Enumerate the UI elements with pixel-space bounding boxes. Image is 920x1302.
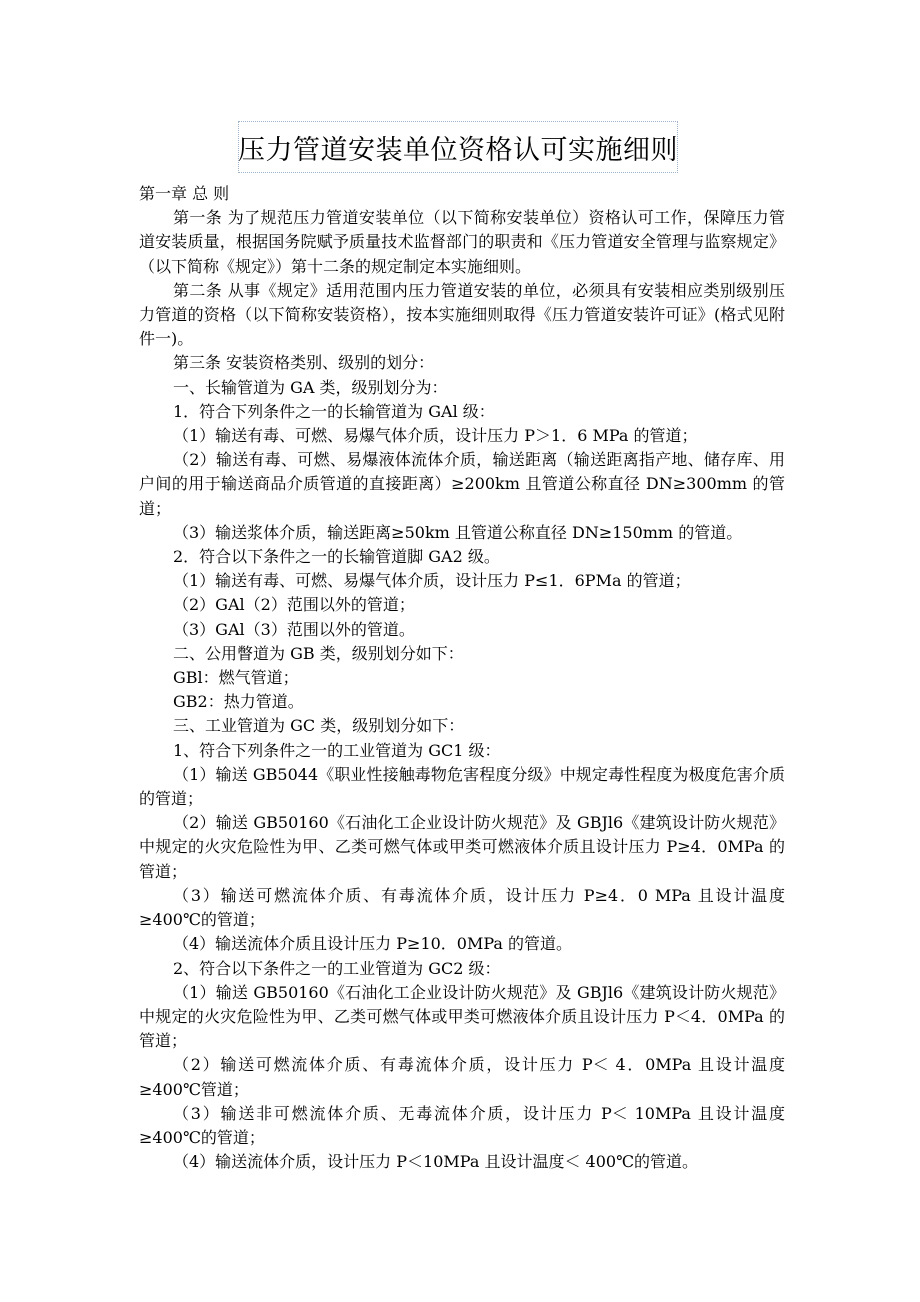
paragraph: （3）输送浆体介质，输送距离≥50km 且管道公称直径 DN≥150mm 的管道。 xyxy=(173,522,743,542)
paragraph: 第二条 从事《规定》适用范围内压力管道安装的单位，必须具有安装相应类别级别压力管道的资格（以下简称安装资格），按本实施细则取得《压力管道安装许可证》(格式见附件一)。 xyxy=(139,280,785,349)
paragraph: 第一条 为了规范压力管道安装单位（以下简称安装单位）资格认可工作，保障压力管道安装质量，根据国务院赋予质量技术监督部门的职责和《压力管道安全管理与监察规定》（以下简称《规定》）第十二条的规定制定本实施细则。 xyxy=(139,208,785,276)
paragraph: GB2：热力管道。 xyxy=(173,692,304,712)
paragraph: 二、公用瞥道为 GB 类，级别划分如下： xyxy=(173,643,464,663)
paragraph: 一、长输管道为 GA 类，级别划分为： xyxy=(173,377,448,397)
paragraph: （2）输送有毒、可燃、易爆液体流体介质，输送距离（输送距离指产地、储存库、用户间的用于输送商品介质管道的直接距离）≥200km 且管道公称直径 DN≥300mm 的管道； xyxy=(139,450,785,518)
paragraph: GBl：燃气管道； xyxy=(173,668,299,688)
paragraph: 第三条 安装资格类别、级别的划分： xyxy=(173,353,435,373)
paragraph: （1）输送有毒、可燃、易爆气体介质，设计压力 P＞1．6 MPa 的管道； xyxy=(173,426,698,446)
chapter-heading: 第一章 总 则 xyxy=(139,184,230,203)
paragraph: 1、符合下列条件之一的工业管道为 GC1 级： xyxy=(173,740,501,760)
paragraph: （1）输送 GB5044《职业性接触毒物危害程度分级》中规定毒性程度为极度危害介质的管道； xyxy=(139,764,785,809)
paragraph: （1）输送有毒、可燃、易爆气体介质，设计压力 P≤1．6PMa 的管道； xyxy=(173,571,691,591)
paragraph: （4）输送流体介质，设计压力 P＜10MPa 且设计温度＜ 400℃的管道。 xyxy=(173,1152,698,1172)
paragraph: （3）输送非可燃流体介质、无毒流体介质，设计压力 P＜ 10MPa 且设计温度≥400℃的管道； xyxy=(139,1103,785,1147)
paragraph: 2、符合以下条件之一的工业管道为 GC2 级： xyxy=(173,958,501,978)
paragraph: （2）输送可燃流体介质、有毒流体介质，设计压力 P＜ 4．0MPa 且设计温度≥400℃管道； xyxy=(139,1055,785,1099)
paragraph: 1．符合下列条件之一的长输管道为 GAl 级： xyxy=(173,401,495,421)
paragraph: （2）输送 GB50160《石油化工企业设计防火规范》及 GBJl6《建筑设计防火规范》中规定的火灾危险性为甲、乙类可燃气体或甲类可燃液体介质且设计压力 P≥4．0MPa 的管道； xyxy=(139,813,785,881)
paragraph: 三、工业管道为 GC 类，级别划分如下： xyxy=(173,716,465,736)
paragraph: （3）输送可燃流体介质、有毒流体介质，设计压力 P≥4．0 MPa 且设计温度≥400℃的管道； xyxy=(139,885,785,930)
paragraph: （3）GAl（3）范围以外的管道。 xyxy=(173,619,415,639)
document-body xyxy=(139,182,785,1174)
paragraph: （2）GAl（2）范围以外的管道； xyxy=(173,595,415,615)
document-title: 压力管道安装单位资格认可实施细则 xyxy=(238,134,678,166)
paragraph: 2．符合以下条件之一的长输管道脚 GA2 级。 xyxy=(173,547,500,567)
paragraph: （1）输送 GB50160《石油化工企业设计防火规范》及 GBJl6《建筑设计防火规范》中规定的火灾危险性为甲、乙类可燃气体或甲类可燃液体介质且设计压力 P＜4．0MPa 的管道； xyxy=(139,982,785,1051)
paragraph: （4）输送流体介质且设计压力 P≥10．0MPa 的管道。 xyxy=(173,934,573,954)
